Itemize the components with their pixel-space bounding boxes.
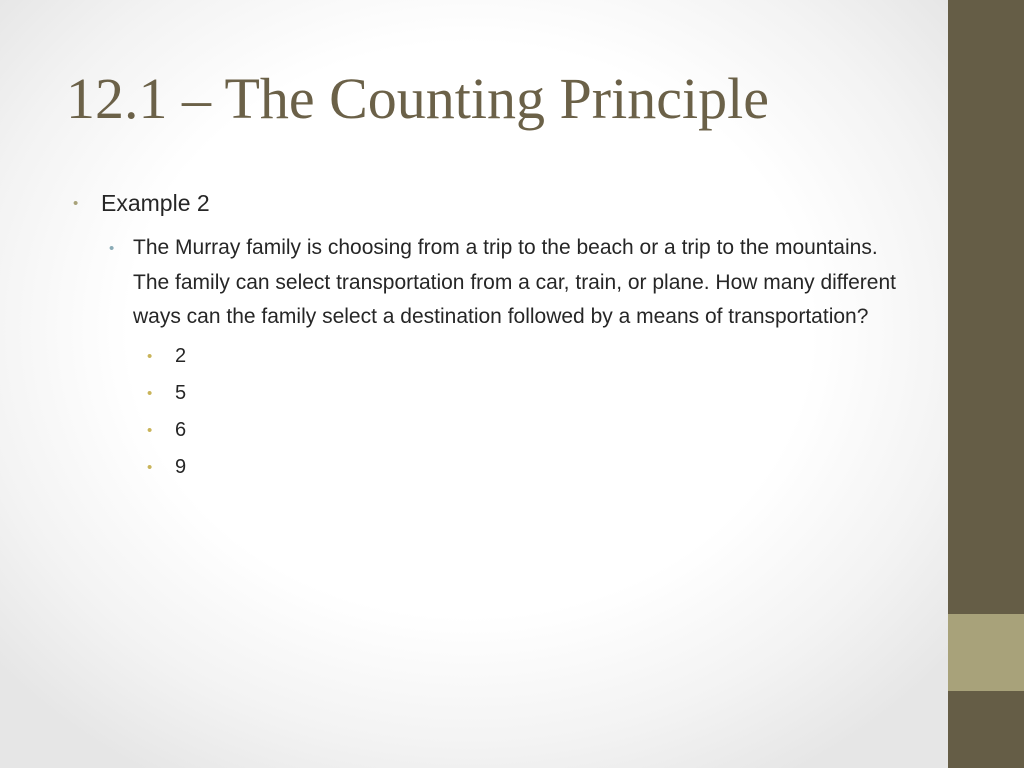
bullet-dot-level3: •	[147, 421, 153, 439]
answer-option	[147, 375, 900, 412]
answer-option-text: 2	[175, 344, 187, 367]
answer-option	[147, 338, 900, 375]
question-text: The Murray family is choosing from a trip to the beach or a trip to the mountains. The family can select transportation from a car, train, or plane. How many different ways can the family select a destination followed by a means of transportation?	[133, 236, 896, 328]
answer-option	[147, 412, 900, 449]
answer-option	[147, 449, 900, 486]
answer-option-text: 6	[175, 418, 187, 441]
bullet-example	[70, 186, 900, 220]
example-label: Example 2	[101, 190, 210, 216]
slide-body	[70, 186, 900, 486]
bullet-dot-level1: •	[73, 195, 79, 212]
bullet-dot-level3: •	[147, 384, 153, 402]
answer-options	[70, 338, 900, 486]
bullet-dot-level2: •	[109, 240, 115, 257]
sidebar-accent-block	[948, 614, 1024, 691]
answer-option-text: 5	[175, 381, 187, 404]
bullet-question	[109, 231, 900, 335]
answer-option-text: 9	[175, 455, 187, 478]
slide-title: 12.1 – The Counting Principle	[66, 66, 769, 131]
bullet-dot-level3: •	[147, 347, 153, 365]
bullet-dot-level3: •	[147, 458, 153, 476]
